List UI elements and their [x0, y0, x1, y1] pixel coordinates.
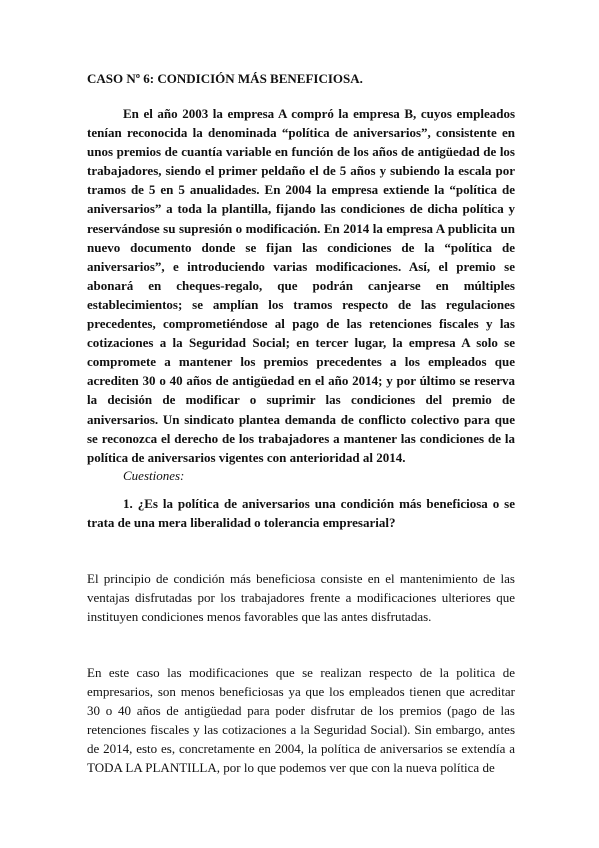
- case-title: CASO Nº 6: CONDICIÓN MÁS BENEFICIOSA.: [87, 71, 363, 86]
- questions-label: Cuestiones:: [123, 468, 185, 483]
- question-1: 1. ¿Es la política de aniversarios una condición más beneficiosa o se trata de una mera liberalidad o tolerancia empresarial?: [87, 496, 515, 531]
- answer-paragraph-2: En este caso las modificaciones que se realizan respecto de la politica de empresarios, son menos beneficiosas ya que los empleados tienen que acreditar 30 o 40 años de antigüedad para poder disfrutar de los premios (pago de las retenciones fiscales y las cotizaciones a la Seguridad Social). Sin embargo, antes de 2014, esto es, concretamente en 2004, la política de aniversarios se extendía a TODA LA PLANTILLA, por lo que podemos ver que con la nueva política de: [87, 665, 515, 776]
- answer-paragraph-1: El principio de condición más beneficiosa consiste en el mantenimiento de las ventajas disfrutadas por los trabajadores frente a modificaciones ulteriores que instituyen condiciones menos favorables que las antes disfrutadas.: [87, 571, 515, 625]
- case-description: En el año 2003 la empresa A compró la empresa B, cuyos empleados tenían reconocida la denominada “política de aniversarios”, consistente en unos premios de cuantía variable en función de los años de antigüedad de los trabajadores, siendo el primer peldaño el de 5 años y subiendo la escala por tramos de 5 en 5 anualidades. En 2004 la empresa extiende la “política de aniversarios” a toda la plantilla, fijando las condiciones de dicha política y reservándose su supresión o modificación. En 2014 la empresa A publicita un nuevo documento donde se fijan las condiciones de la “política de aniversarios”, e introduciendo varias modificaciones. Así, el premio se abonará en cheques-regalo, que podrán canjearse en múltiples establecimientos; se amplían los tramos respecto de las regulaciones precedentes, comprometiéndose al pago de las retenciones fiscales y las cotizaciones a la Seguridad Social; en tercer lugar, la empresa A solo se compromete a mantener los premios precedentes a los empleados que acrediten 30 o 40 años de antigüedad en el año 2014; y por último se reserva la decisión de modificar o suprimir las condiciones del premio de aniversarios. Un sindicato plantea demanda de conflicto colectivo para que se reconozca el derecho de los trabajadores a mantener las condiciones de la política de aniversarios vigentes con anterioridad al 2014.: [87, 106, 515, 465]
